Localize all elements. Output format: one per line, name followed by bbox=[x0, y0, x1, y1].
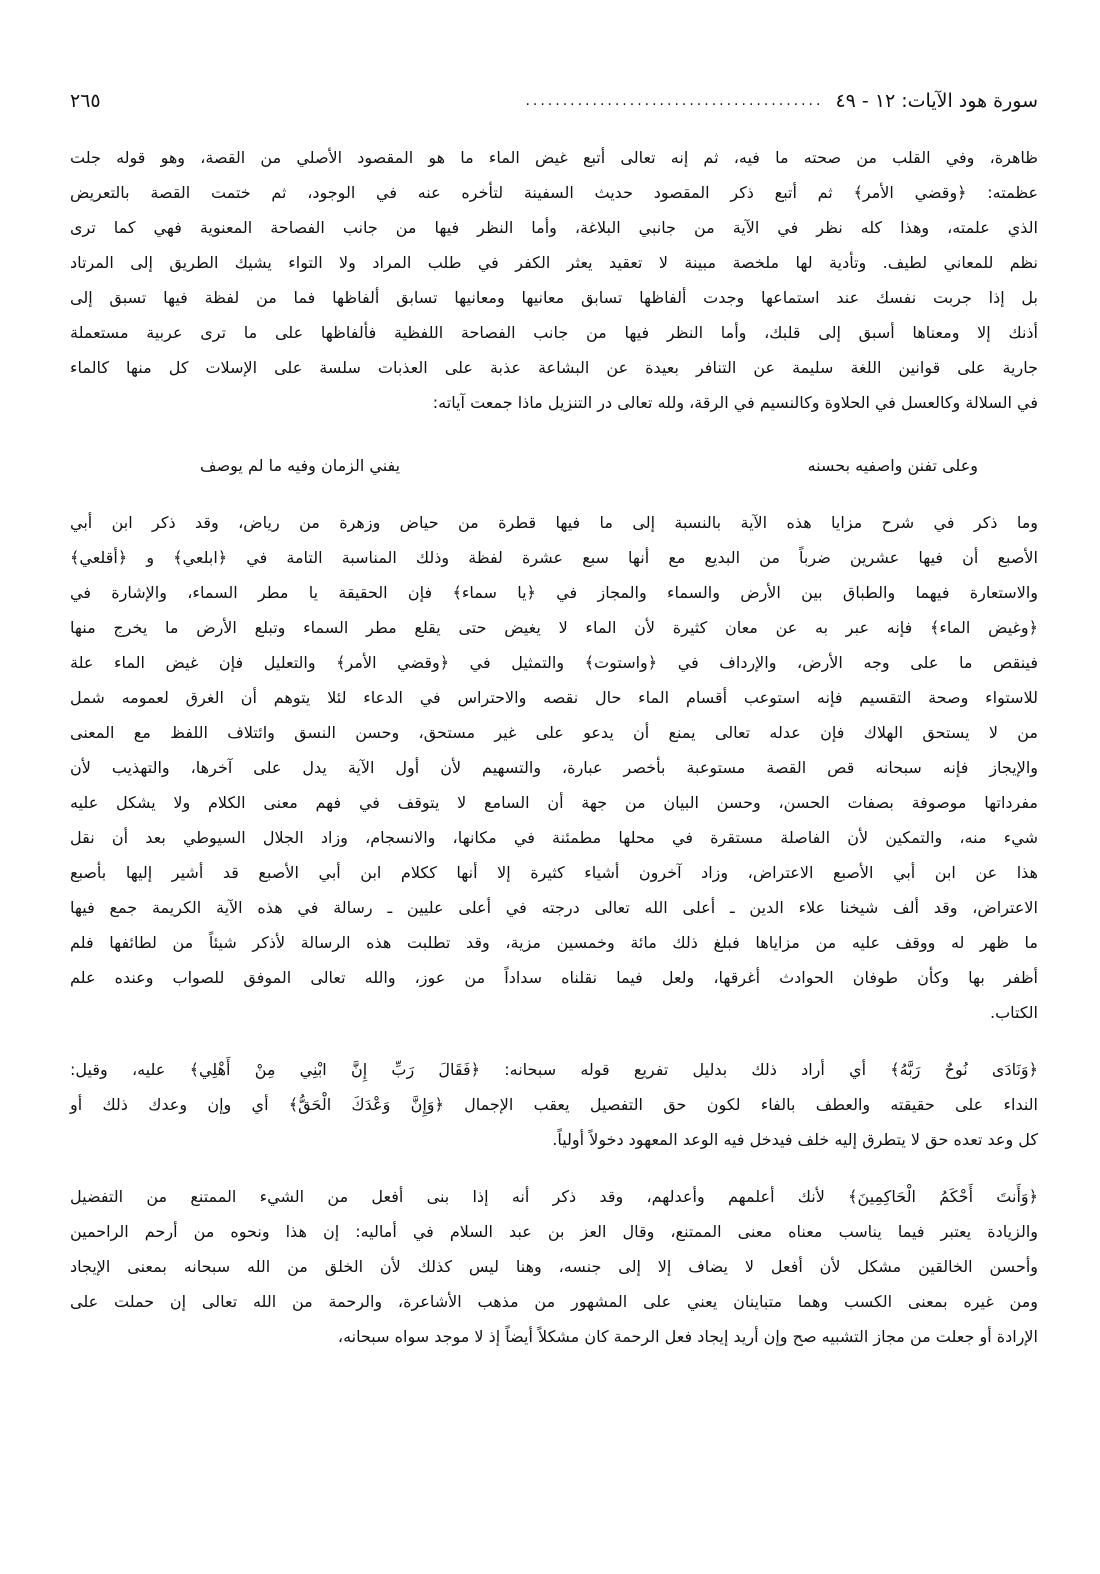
text-line: بل إذا جربت نفسك عند استماعها وجدت ألفاظها تسابق معانيها ومعانيها تسابق ألفاظها فما من لفظة فيها تسبق إلى bbox=[70, 288, 1038, 307]
page-number: ٢٦٥ bbox=[70, 90, 101, 112]
page-body bbox=[70, 140, 1038, 1376]
text-line: والإيجاز فإنه سبحانه قص القصة مستوعبة بأخصر عبارة، والتسهيم لأن أول الآية يدل على آخرها، والتهذيب لأن bbox=[70, 758, 1038, 777]
leader-dots: ........................................ bbox=[525, 93, 824, 109]
text-line: أظفر بها وكأن طوفان الحوادث أغرقها، ولعل فيما نقلناه سداداً من عوز، والله تعالى الموفق للصواب وعنده علم bbox=[70, 968, 1038, 987]
paragraph bbox=[70, 1179, 1038, 1354]
verse-first-hemistich: وعلى تفنن واصفيه بحسنه bbox=[807, 456, 978, 475]
text-line: والزيادة يعتبر فيما يناسب معناه معنى الممتنع، وقال العز بن عبد السلام في أماليه: إن هذا ونحوه من أرحم الراحمين bbox=[70, 1222, 1038, 1241]
surah-title: سورة هود الآيات: ١٢ - ٤٩ bbox=[835, 90, 1038, 112]
verse-second-hemistich: يفني الزمان وفيه ما لم يوصف bbox=[200, 456, 401, 475]
text-line: النداء على حقيقته والعطف بالفاء لكون حق التفصيل يعقب الإجمال ﴿وَإِنَّ وَعْدَكَ الْحَقُّ﴾ أي وإن وعدك ذلك أو bbox=[70, 1095, 1038, 1114]
text-line: ﴿وغيض الماء﴾ فإنه عبر به عن معان كثيرة لأن الماء لا يغيض حتى يقلع مطر السماء وتبلع الأرض ما يخرج منها bbox=[70, 618, 1038, 637]
text-line: وما ذكر في شرح مزايا هذه الآية بالنسبة إلى ما فيها قطرة من حياض وزهرة من رياض، وقد ذكر ابن أبي bbox=[70, 513, 1038, 532]
paragraph bbox=[70, 1052, 1038, 1157]
text-line: للاستواء وصحة التقسيم فإنه استوعب أقسام الماء حال نقصه والاحتراس في الدعاء لئلا يتوهم أن الغرق لعمومه شمل bbox=[70, 688, 1038, 707]
running-header bbox=[70, 84, 1038, 118]
text-line: الإرادة أو جعلت من مجاز التشبيه صح وإن أريد إيجاد فعل الرحمة كان مشكلاً أيضاً إذ لا موجد سواه سبحانه، bbox=[337, 1327, 1038, 1346]
text-line: الكتاب. bbox=[989, 1003, 1038, 1022]
text-line: ظاهرة، وفي القلب من صحته ما فيه، ثم إنه تعالى أتبع غيض الماء ما هو المقصود الأصلي من القصة، وهو قوله جلت bbox=[70, 148, 1038, 167]
text-line: مفرداتها موصوفة بصفات الحسن، وحسن البيان من جهة أن السامع لا يتوقف في فهم معنى الكلام ولا يشكل عليه bbox=[70, 793, 1038, 812]
paragraph bbox=[70, 505, 1038, 1030]
text-after-verse bbox=[70, 505, 1038, 1354]
text-line: ﴿وَنَادَى نُوحٌ رَبَّهُ﴾ أي أراد ذلك بدليل تفريع قوله سبحانه: ﴿فَقَالَ رَبِّ إِنَّ ابْنِي مِنْ أَهْلِي﴾ عليه، وقيل: bbox=[70, 1060, 1038, 1079]
text-line: والاستعارة فيهما والطباق بين الأرض والسماء والمجاز في ﴿يا سماء﴾ فإن الحقيقة يا مطر السماء، والإشارة في bbox=[70, 583, 1038, 602]
text-line: شيء منه، والتمكين لأن الفاصلة مستقرة في محلها مطمئنة في مكانها، والانسجام، وزاد الجلال السيوطي بعد أن نقل bbox=[70, 828, 1038, 847]
text-line: كل وعد تعده حق لا يتطرق إليه خلف فيدخل فيه الوعد المعهود دخولاً أولياً. bbox=[552, 1130, 1038, 1149]
text-line: الاعتراض، وقد ألف شيخنا علاء الدين ـ أعلى الله تعالى درجته في أعلى عليين ـ رسالة في هذه الآية الكريمة جمع فيها bbox=[70, 898, 1038, 917]
text-line: عظمته: ﴿وقضي الأمر﴾ ثم أتبع ذكر المقصود حديث السفينة لتأخره عنه في الوجود، ثم ختمت القصة بالتعريض bbox=[70, 183, 1038, 202]
paragraph bbox=[70, 140, 1038, 420]
poetry-verse bbox=[70, 448, 1038, 483]
text-line: ﴿وَأَنتَ أَحْكَمُ الْحَاكِمِينَ﴾ لأنك أعلمهم وأعدلهم، وقد ذكر أنه إذا بنى أفعل من الشيء الممتنع من التفضيل bbox=[70, 1187, 1038, 1206]
text-line: هذا عن ابن أبي الأصبع الاعتراض، وزاد آخرون أشياء كثيرة إلا أنها ككلام ابن أبي الأصبع قد أشير إليها بأصبع bbox=[70, 863, 1038, 882]
text-line: وأحسن الخالقين مشكل لأن أفعل لا يضاف إلا إلى جنسه، وهنا ليس كذلك لأن الخلق من الله سبحانه بمعنى الإيجاد bbox=[70, 1257, 1038, 1276]
text-line: الأصبع أن فيها عشرين ضرباً من البديع مع أنها سبع عشرة لفظة وذلك المناسبة التامة في ﴿ابلعي﴾ و ﴿أقلعي﴾ bbox=[70, 548, 1038, 567]
text-line: في السلالة وكالعسل في الحلاوة وكالنسيم في الرقة، ولله تعالى در التنزيل ماذا جمعت آياته: bbox=[432, 393, 1038, 412]
text-line: من لا يستحق الهلاك فإن عدله تعالى يمنع أن يدعو على غير مستحق، وحسن النسق وائتلاف اللفظ مع المعنى bbox=[70, 723, 1038, 742]
text-line: جارية على قوانين اللغة سليمة عن التنافر بعيدة عن البشاعة عذبة على العذبات سلسة على الإسلات كل منها كالماء bbox=[70, 358, 1038, 377]
text-line: ما ظهر له ووقف عليه من مزاياها فبلغ ذلك مائة وخمسين مزية، وقد تطلبت هذه الرسالة لأذكر شيئاً من لطائفها فلم bbox=[70, 933, 1038, 952]
text-line: أذنك إلا ومعناها أسبق إلى قلبك، وأما النظر فيها من جانب الفصاحة اللفظية فألفاظها على ما ترى عربية مستعملة bbox=[70, 323, 1038, 342]
text-before-verse bbox=[70, 140, 1038, 420]
text-line: ومن غيره بمعنى الكسب وهما متباينان يعني على المشهور من مذهب الأشاعرة، والرحمة من الله تعالى إن حملت على bbox=[70, 1292, 1038, 1311]
text-line: فينقص ما على وجه الأرض، والإرداف في ﴿واستوت﴾ والتمثيل في ﴿وقضي الأمر﴾ والتعليل فإن غيض الماء علة bbox=[70, 653, 1038, 672]
text-line: نظم للمعاني لطيف. وتأدية لها ملخصة مبينة لا تعقيد يعثر الكفر في طلب المراد ولا التواء يشيك الطريق إلى المرتاد bbox=[70, 253, 1038, 272]
text-line: الذي علمته، وهذا كله نظر في الآية من جانبي البلاغة، وأما النظر فيها من جانب الفصاحة المعنوية فهي كما ترى bbox=[70, 218, 1038, 237]
